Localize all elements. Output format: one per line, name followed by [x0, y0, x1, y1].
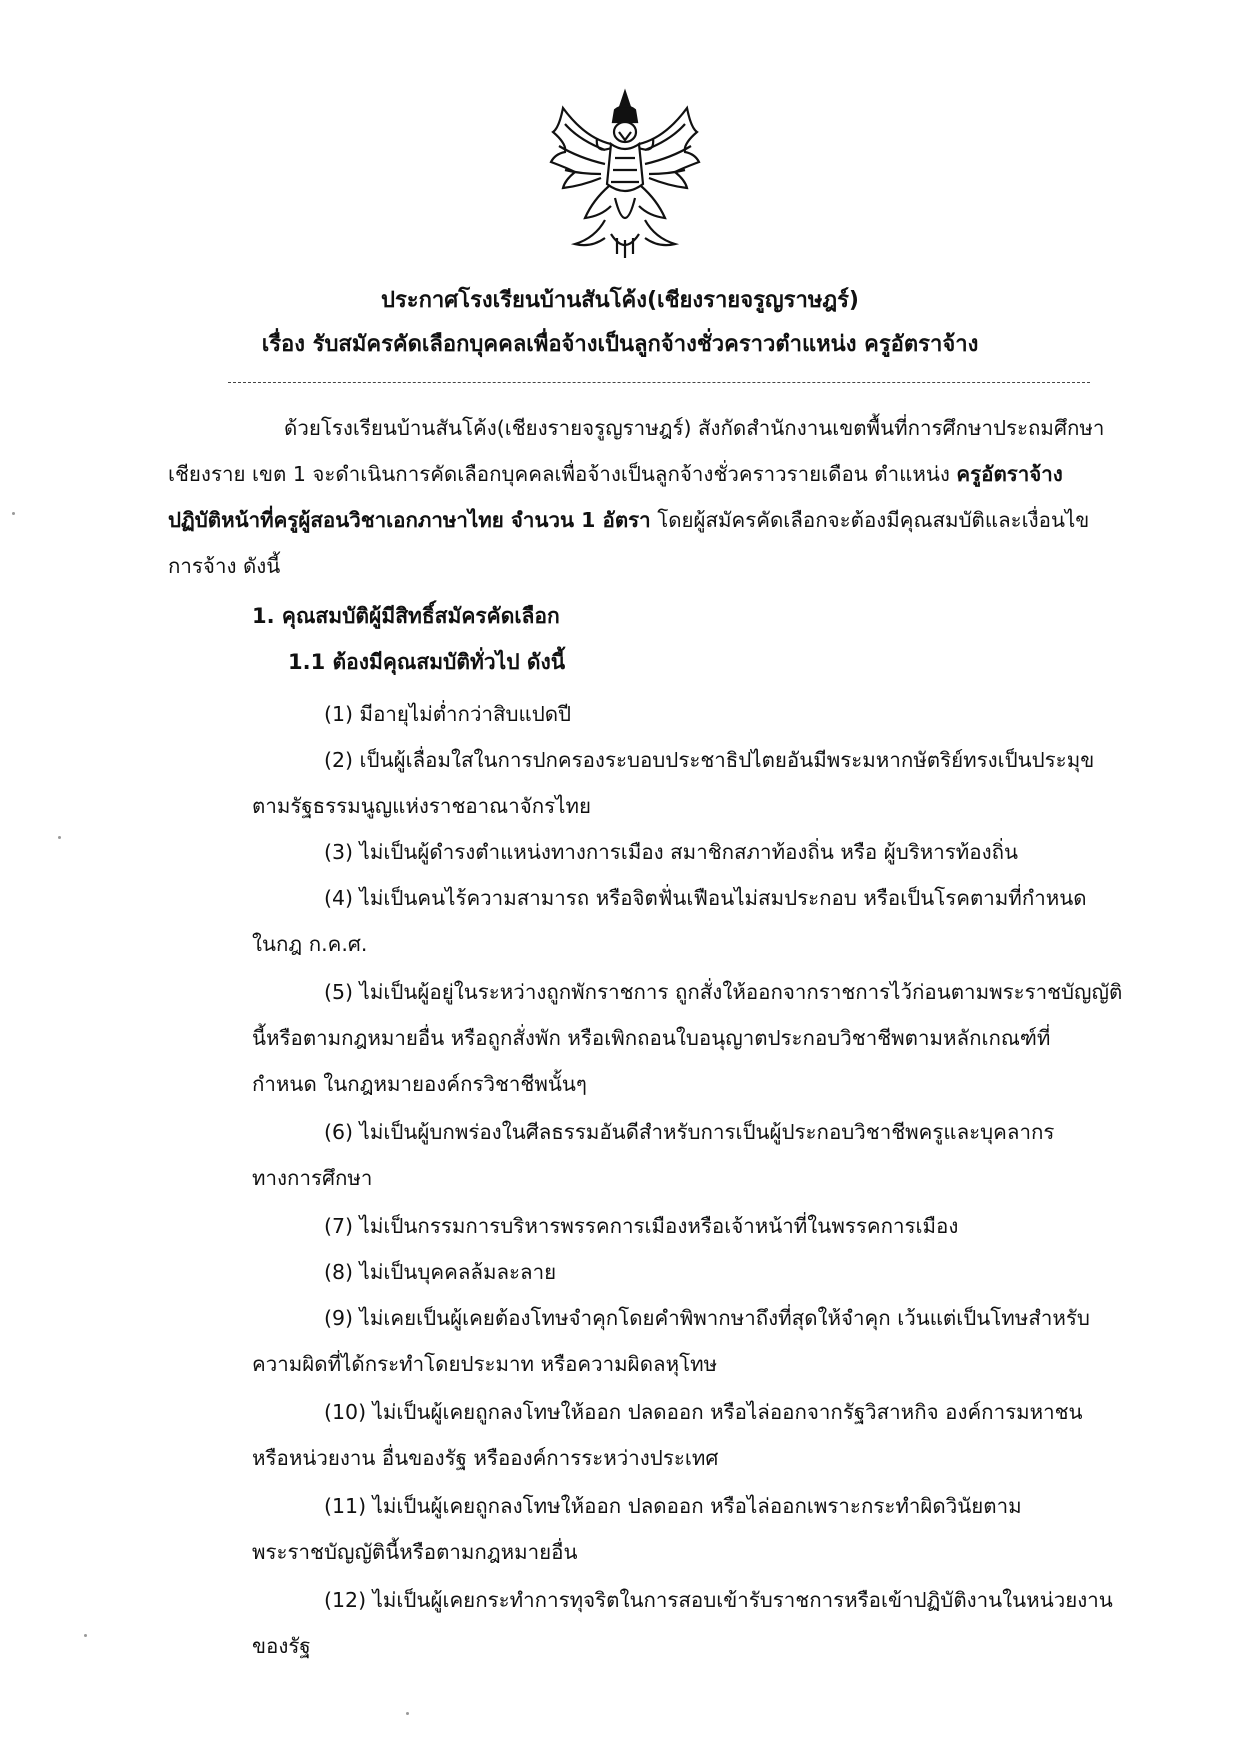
item-6-line-2: ทางการศึกษา	[252, 1166, 373, 1190]
item-3: (3) ไม่เป็นผู้ดำรงตำแหน่งทางการเมือง สมาชิกสภาท้องถิ่น หรือ ผู้บริหารท้องถิ่น	[324, 840, 1019, 864]
intro-line-1: ด้วยโรงเรียนบ้านสันโค้ง(เชียงรายจรูญราษฎร์) สังกัดสำนักงานเขตพื้นที่การศึกษาประถมศึกษา	[284, 416, 1105, 440]
item-1: (1) มีอายุไม่ต่ำกว่าสิบแปดปี	[324, 702, 572, 726]
intro-line-4: การจ้าง ดังนี้	[168, 554, 281, 578]
item-2-line-2: ตามรัฐธรรมนูญแห่งราชอาณาจักรไทย	[252, 794, 591, 818]
announcement-title: ประกาศโรงเรียนบ้านสันโค้ง(เชียงรายจรูญราษฎร์)	[381, 288, 859, 313]
item-4-line-2: ในกฎ ก.ค.ศ.	[252, 932, 368, 956]
item-9-line-2: ความผิดที่ได้กระทำโดยประมาท หรือความผิดลหุโทษ	[252, 1352, 718, 1376]
intro-line-2	[168, 458, 1063, 491]
item-8: (8) ไม่เป็นบุคคลล้มละลาย	[324, 1260, 557, 1284]
item-5-line-3: กำหนด ในกฎหมายองค์กรวิชาชีพนั้นๆ	[252, 1072, 587, 1096]
item-12-line-2: ของรัฐ	[252, 1634, 311, 1658]
intro-line-3	[168, 504, 1089, 537]
position-duty: ปฏิบัติหน้าที่ครูผู้สอนวิชาเอกภาษาไทย จำนวน 1 อัตรา	[168, 508, 651, 532]
scan-speck	[84, 1634, 87, 1637]
announcement-subject: เรื่อง รับสมัครคัดเลือกบุคคลเพื่อจ้างเป็นลูกจ้างชั่วคราวตำแหน่ง ครูอัตราจ้าง	[261, 332, 979, 357]
item-11-line-2: พระราชบัญญัตินี้หรือตามกฎหมายอื่น	[252, 1540, 578, 1564]
scan-speck	[406, 1712, 409, 1715]
item-7: (7) ไม่เป็นกรรมการบริหารพรรคการเมืองหรือเจ้าหน้าที่ในพรรคการเมือง	[324, 1214, 959, 1238]
item-9-line-1: (9) ไม่เคยเป็นผู้เคยต้องโทษจำคุกโดยคำพิพากษาถึงที่สุดให้จำคุก เว้นแต่เป็นโทษสำหรับ	[324, 1306, 1090, 1330]
item-4-line-1: (4) ไม่เป็นคนไร้ความสามารถ หรือจิตฟั่นเฟือนไม่สมประกอบ หรือเป็นโรคตามที่กำหนด	[324, 886, 1087, 910]
item-6-line-1: (6) ไม่เป็นผู้บกพร่องในศีลธรรมอันดีสำหรับการเป็นผู้ประกอบวิชาชีพครูและบุคลากร	[324, 1120, 1055, 1144]
item-5-line-1: (5) ไม่เป็นผู้อยู่ในระหว่างถูกพักราชการ ถูกสั่งให้ออกจากราชการไว้ก่อนตามพระราชบัญญัติ	[324, 980, 1123, 1004]
item-10-line-1: (10) ไม่เป็นผู้เคยถูกลงโทษให้ออก ปลดออก หรือไล่ออกจากรัฐวิสาหกิจ องค์การมหาชน	[324, 1400, 1083, 1424]
item-2-line-1: (2) เป็นผู้เลื่อมใสในการปกครองระบอบประชาธิปไตยอันมีพระมหากษัตริย์ทรงเป็นประมุข	[324, 748, 1095, 772]
section-1-heading: 1. คุณสมบัติผู้มีสิทธิ์สมัครคัดเลือก	[252, 604, 560, 628]
scan-speck	[58, 836, 61, 839]
item-12-line-1: (12) ไม่เป็นผู้เคยกระทำการทุจริตในการสอบเข้ารับราชการหรือเข้าปฏิบัติงานในหน่วยงาน	[324, 1588, 1113, 1612]
dashed-divider	[228, 382, 1090, 383]
section-1-1-heading: 1.1 ต้องมีคุณสมบัติทั่วไป ดังนี้	[288, 650, 566, 674]
scan-speck	[12, 512, 15, 515]
item-5-line-2: นี้หรือตามกฎหมายอื่น หรือถูกสั่งพัก หรือเพิกถอนใบอนุญาตประกอบวิชาชีพตามหลักเกณฑ์ที่	[252, 1026, 1051, 1050]
intro-line-2-text: เชียงราย เขต 1 จะดำเนินการคัดเลือกบุคคลเพื่อจ้างเป็นลูกจ้างชั่วคราวรายเดือน ตำแหน่ง	[168, 462, 957, 486]
item-11-line-1: (11) ไม่เป็นผู้เคยถูกลงโทษให้ออก ปลดออก หรือไล่ออกเพราะกระทำผิดวินัยตาม	[324, 1494, 1022, 1518]
garuda-emblem-icon	[545, 88, 705, 260]
intro-line-3-text: โดยผู้สมัครคัดเลือกจะต้องมีคุณสมบัติและเงื่อนไข	[650, 508, 1090, 532]
position-name: ครูอัตราจ้าง	[956, 462, 1063, 486]
item-10-line-2: หรือหน่วยงาน อื่นของรัฐ หรือองค์การระหว่างประเทศ	[252, 1446, 719, 1470]
